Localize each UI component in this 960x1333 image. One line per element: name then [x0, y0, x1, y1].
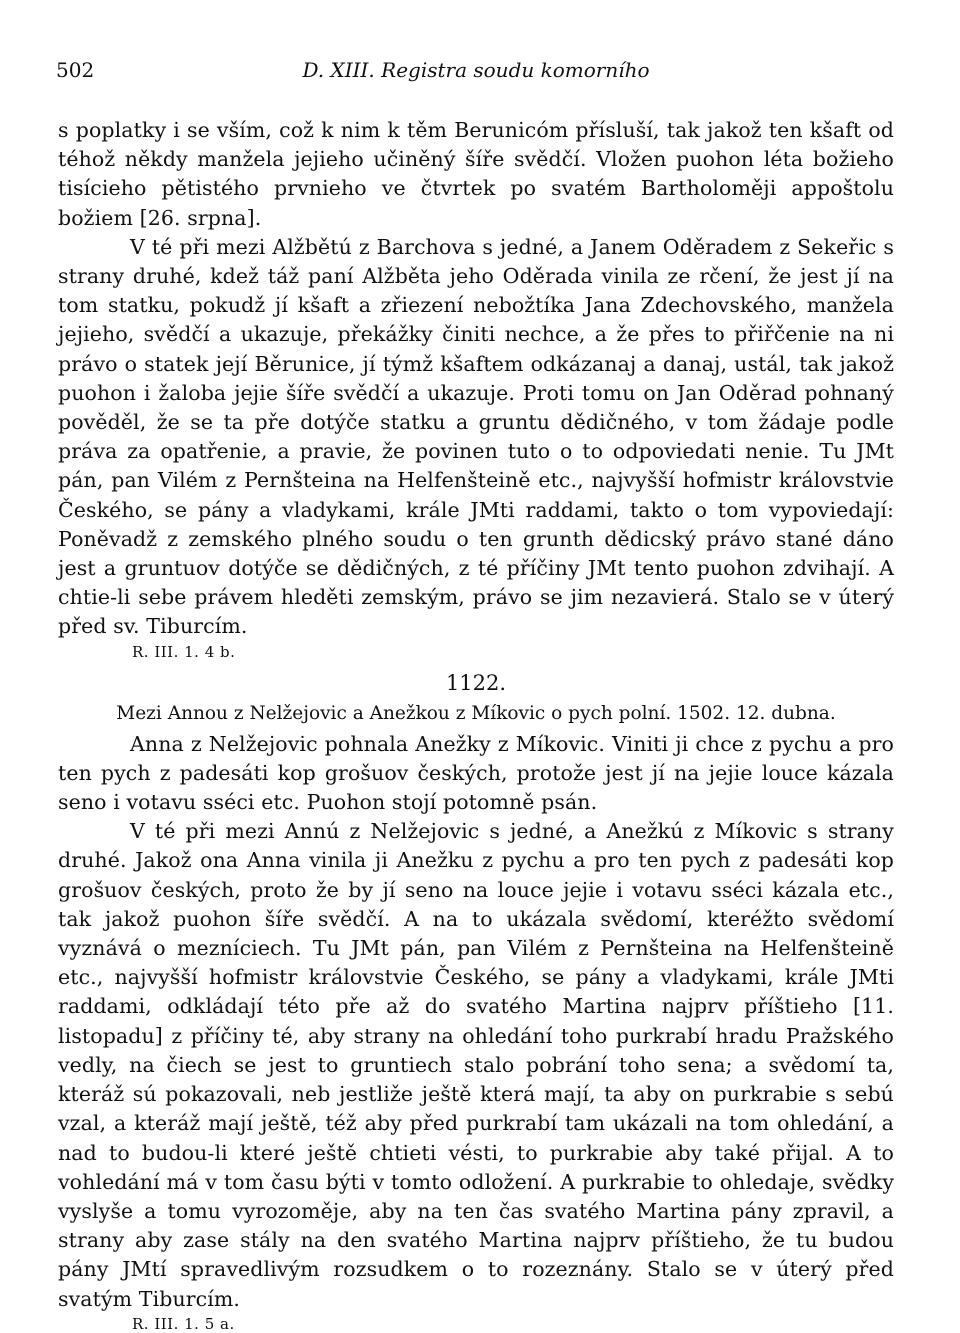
paragraph-verdict-1122: V té při mezi Annú z Nelžejovic s jedné, a Anežkú z Míkovic s strany druhé. Jakož ona Anna vinila ji Anežku z pychu a pro ten pych z padesáti kop grošuov českých, proto že by jí seno na louce jejie i votavu sséci kázala etc., tak jakož puohon šíře svědčí. A na to ukázala svědomí, kteréžto svědomí vyznává o mezníciech. Tu JMt pán, pan Vilém z Pernšteina na Helfenšteině etc., najvyšší hofmistr královstvie Českého, se pány a vladykami, krále JMti raddami, odkládají této pře až do svatého Martina najprv příštieho [11. listopadu] z příčiny té, aby strany na ohledání toho purkrabí hradu Pražského vedly, na čiech se jest to gruntiech stalo pobrání toho sena; a svědomí ta, kteráž sú pokazovali, neb jestliže ještě která mají, ta aby on purkrabie s sebú vzal, a kteráž mají ještě, též aby před purkrabí tam ukázali na tom ohledání, a nad to budou-li které ještě chtieti vésti, to purkrabie aby také přijal. A to vohledání má v tom času býti v tomto odložení. A purkrabie to ohledaje, svědky vyslyše a tomu vyrozoměje, aby na ten čas svatého Martina pány zpravil, a strany aby zase stály na den svatého Martina najprv příštieho, že tu budou pány JMtí spravedlivým rozsudkem o to rozeznány. Stalo se v úterý před svatým Tiburcím. — [58, 819, 894, 1311]
paragraph-verdict-1121: V té při mezi Alžbětú z Barchova s jedné, a Janem Oděradem z Sekeřic s strany druhé, kdež táž paní Alžběta jeho Oděrada vinila ze rčení, že jest jí na tom statku, pokudž jí kšaft a zřiezení nebožtíka Jana Zdechovského, manžela jejieho, svědčí a ukazuje, překážky činiti nechce, a že přes to přiřčenie na ni právo o statek její Běrunice, jí týmž kšaftem odkázanaj a danaj, ustál, tak jakož puohon i žaloba jejie šíře svědčí a ukazuje. Proti tomu on Jan Oděrad pohnaný pověděl, že se ta pře dotýče statku a gruntu dědičného, v tom žádaje podle práva za opatřenie, a pravie, že povinen tuto o to odpoviedati nenie. Tu JMt pán, pan Vilém z Pernšteina na Helfenšteině etc., najvyšší hofmistr královstvie Českého, se pány a vladykami, krále JMti raddami, takto o tom vypoviedají: Poněvadž z zemského plného soudu o ten grunth dědicský právo stané dáno jest a gruntuov dotýče se dědičných, z té příčiny JMt tento puohon zdvihají. A chtie-li sebe právem hleděti zemským, právo se jim nezavierá. Stalo se v úterý před sv. Tiburcím. — [58, 234, 894, 639]
paragraph-summons: Anna z Nelžejovic pohnala Anežky z Míkovic. Viniti ji chce z pychu a pro ten pych z padesáti kop grošuov českých, protože jest jí na jejie louce kázala seno i votavu sséci etc. Puohon stojí potomně psán. — [58, 731, 894, 815]
source-reference: R. III. 1. 5 a. — [132, 1314, 235, 1333]
document-number: 1122. — [445, 670, 507, 695]
source-reference: R. III. 1. 4 b. — [132, 642, 236, 661]
running-title: D. XIII. Registra soudu komorního — [302, 58, 650, 82]
document-title: Mezi Annou z Nelžejovic a Anežkou z Míkovic o pych polní. 1502. 12. dubna. — [116, 702, 836, 724]
document-page — [58, 58, 894, 1333]
page-number: 502 — [56, 58, 95, 82]
page-header — [58, 58, 894, 98]
paragraph-continuation: s poplatky i se vším, což k nim k těm Berunicóm přísluší, tak jakož ten kšaft od téhož někdy manžela jejieho učiněný šíře svědčí. Vložen puohon léta božieho tisícieho pětistého prvnieho ve čtvrtek po svatém Bartholoměji appoštolu božiem [26. srpna]. — [58, 118, 894, 230]
